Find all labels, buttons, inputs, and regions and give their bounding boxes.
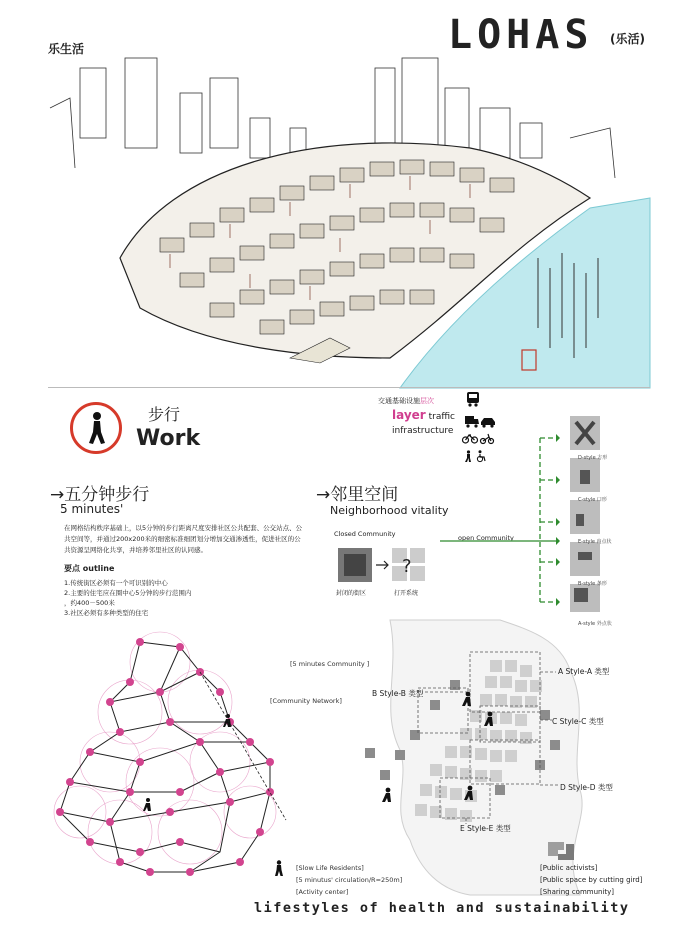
style-label-b: B-style 条形 (578, 581, 607, 587)
plan-label-e: E Style-E 类型 (460, 824, 511, 833)
outline-item: 3.社区必须有多种类型的住宅 (64, 609, 149, 617)
car-icon (480, 416, 496, 428)
slow-life-resident-icon (274, 860, 284, 876)
community-branch-arrows (440, 430, 560, 610)
plan-label-d: D Style-D 类型 (560, 783, 613, 792)
network-legend-1: [Slow Life Residents] (296, 864, 364, 872)
plan-legend-3: [Sharing community] (540, 888, 615, 896)
walk-title-cn: 步行 (148, 405, 181, 424)
svg-text:?: ? (402, 556, 412, 577)
network-legend-2: [5 minutus' circulation/R=250m] (296, 876, 403, 884)
outline-item: 2.主要的住宅应在圈中心5分钟的步行范围内 (64, 589, 192, 597)
closed-community-caption: 封闭的街区 (336, 590, 367, 597)
plan-label-b: B Style-B 类型 (372, 689, 424, 698)
style-label-a: A-style 外点状 (578, 621, 612, 627)
plan-legend-1: [Public activists] (540, 864, 598, 872)
traffic-heading-en: layer traffic (392, 408, 455, 422)
truck-icon (464, 414, 480, 428)
plan-legend-2: [Public space by cutting gird] (540, 876, 643, 884)
village-sketch (50, 58, 650, 388)
open-community-caption: 打开系统 (394, 590, 419, 597)
pedestrian-circle (70, 402, 122, 454)
plan-label-c: C Style-C 类型 (552, 717, 604, 726)
closed-community-label: Closed Community (334, 530, 396, 538)
community-network-diagram (50, 632, 300, 892)
logo: LOHAS (448, 12, 594, 58)
five-minute-walk-subtitle: 5 minutes' (60, 502, 124, 516)
five-minutes-community-label: [5 minutes Community ] (290, 660, 370, 668)
outline-heading: 要点 outline (64, 564, 115, 573)
pedestrian-icon (83, 411, 109, 445)
footer-tagline: lifestyles of health and sustainability (254, 900, 630, 916)
style-label-c: C-style 口形 (578, 497, 607, 503)
block-style-plan (330, 610, 700, 900)
outline-item: 1.传统街区必须有一个可识别的中心 (64, 579, 168, 587)
plan-label-a: A Style-A 类型 (558, 667, 610, 676)
page-section-title: 乐生活 (48, 42, 85, 56)
style-label-e: E-style 内点状 (578, 539, 612, 545)
outline-item: ，约400－500米 (64, 599, 115, 607)
community-network-label: [Community Network] (270, 697, 342, 705)
traffic-heading-cn: 交通基础设施层次 (378, 397, 434, 405)
section-divider (48, 387, 650, 388)
traffic-heading-en-2: infrastructure (392, 426, 454, 436)
bus-icon (466, 391, 480, 407)
closed-to-open-diagram (336, 546, 440, 586)
open-community-label: open Community (458, 534, 514, 542)
five-minute-walk-title: →五分钟步行 (50, 485, 150, 505)
neighborhood-subtitle: Neighborhood vitality (330, 504, 449, 517)
neighborhood-title: →邻里空间 (316, 485, 399, 505)
outline-list (64, 578, 191, 618)
logo-subtitle: (乐活) (610, 32, 645, 46)
walk-title-en: Work (136, 426, 201, 451)
five-minute-walk-body: 在网格结构秩序基础上，以5分钟的步行距离尺度安排社区公共配套、公交站点、公共空间等，并通过200x200米的细密标准细团划分增加交通渗透性，促进社区的公共资源呈网络化共享，并培养邻里社区的认同感。 (64, 524, 303, 554)
network-legend-3: [Activity center] (296, 888, 349, 896)
style-label-d: D-style 方形 (578, 455, 608, 461)
